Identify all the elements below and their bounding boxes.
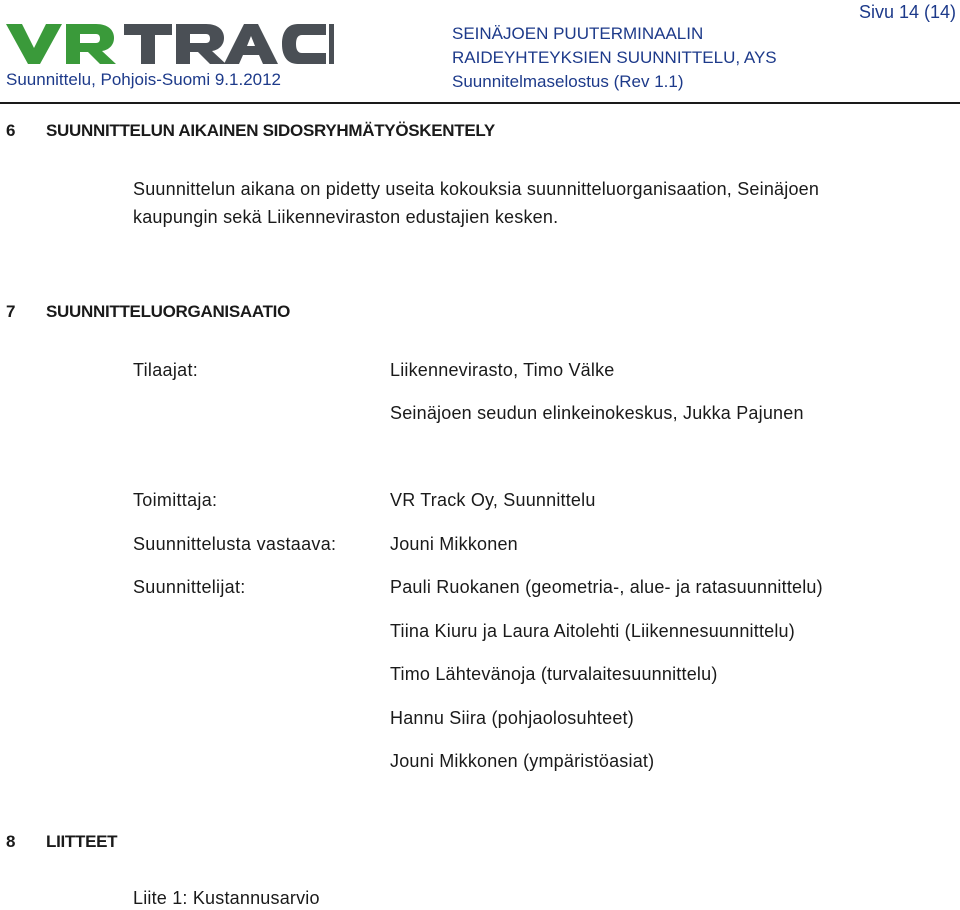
section-6-paragraph-line-2: kaupungin sekä Liikenneviraston edustajien kesken. (133, 207, 559, 227)
toimittaja-label: Toimittaja: (133, 490, 218, 510)
section-number: 8 (6, 832, 16, 851)
section-8-heading (6, 832, 117, 852)
section-number: 6 (6, 121, 16, 140)
section-7-heading (6, 302, 290, 322)
suunnittelijat-label: Suunnittelijat: (133, 577, 246, 597)
header-document-name: Suunnitelmaselostus (Rev 1.1) (452, 72, 684, 91)
section-6-paragraph-line-1: Suunnittelun aikana on pidetty useita kokouksia suunnitteluorganisaation, Seinäjoen (133, 179, 820, 199)
section-title: SUUNNITTELUORGANISAATIO (46, 302, 290, 321)
section-title: LIITTEET (46, 832, 118, 851)
header-subtitle: Suunnittelu, Pohjois-Suomi 9.1.2012 (6, 70, 282, 89)
tilaaja-entry: Seinäjoen seudun elinkeinokeskus, Jukka Pajunen (390, 403, 804, 423)
vastaava-value: Jouni Mikkonen (390, 534, 518, 554)
page-number: Sivu 14 (14) (858, 2, 956, 22)
suunnittelija-entry: Hannu Siira (pohjaolosuhteet) (390, 708, 634, 728)
header-project-line2: RAIDEYHTEYKSIEN SUUNNITTELU, AYS (452, 48, 777, 67)
header-project-line1: SEINÄJOEN PUUTERMINAALIN (452, 24, 704, 43)
suunnittelija-entry: Tiina Kiuru ja Laura Aitolehti (Liikennesuunnittelu) (390, 621, 795, 641)
tilaaja-entry: Liikennevirasto, Timo Välke (390, 360, 615, 380)
suunnittelija-entry: Pauli Ruokanen (geometria-, alue- ja ratasuunnittelu) (390, 577, 823, 597)
section-title: SUUNNITTELUN AIKAINEN SIDOSRYHMÄTYÖSKENTELY (46, 121, 495, 140)
header-divider (0, 102, 960, 104)
attachment-item: Liite 1: Kustannusarvio (133, 888, 320, 908)
suunnittelija-entry: Timo Lähtevänoja (turvalaitesuunnittelu) (390, 664, 718, 684)
section-6-heading (6, 121, 495, 141)
vastaava-label: Suunnittelusta vastaava: (133, 534, 337, 554)
section-number: 7 (6, 302, 16, 321)
suunnittelija-entry: Jouni Mikkonen (ympäristöasiat) (390, 751, 655, 771)
tilaajat-label: Tilaajat: (133, 360, 199, 380)
vr-track-logo (4, 14, 334, 72)
toimittaja-value: VR Track Oy, Suunnittelu (390, 490, 596, 510)
